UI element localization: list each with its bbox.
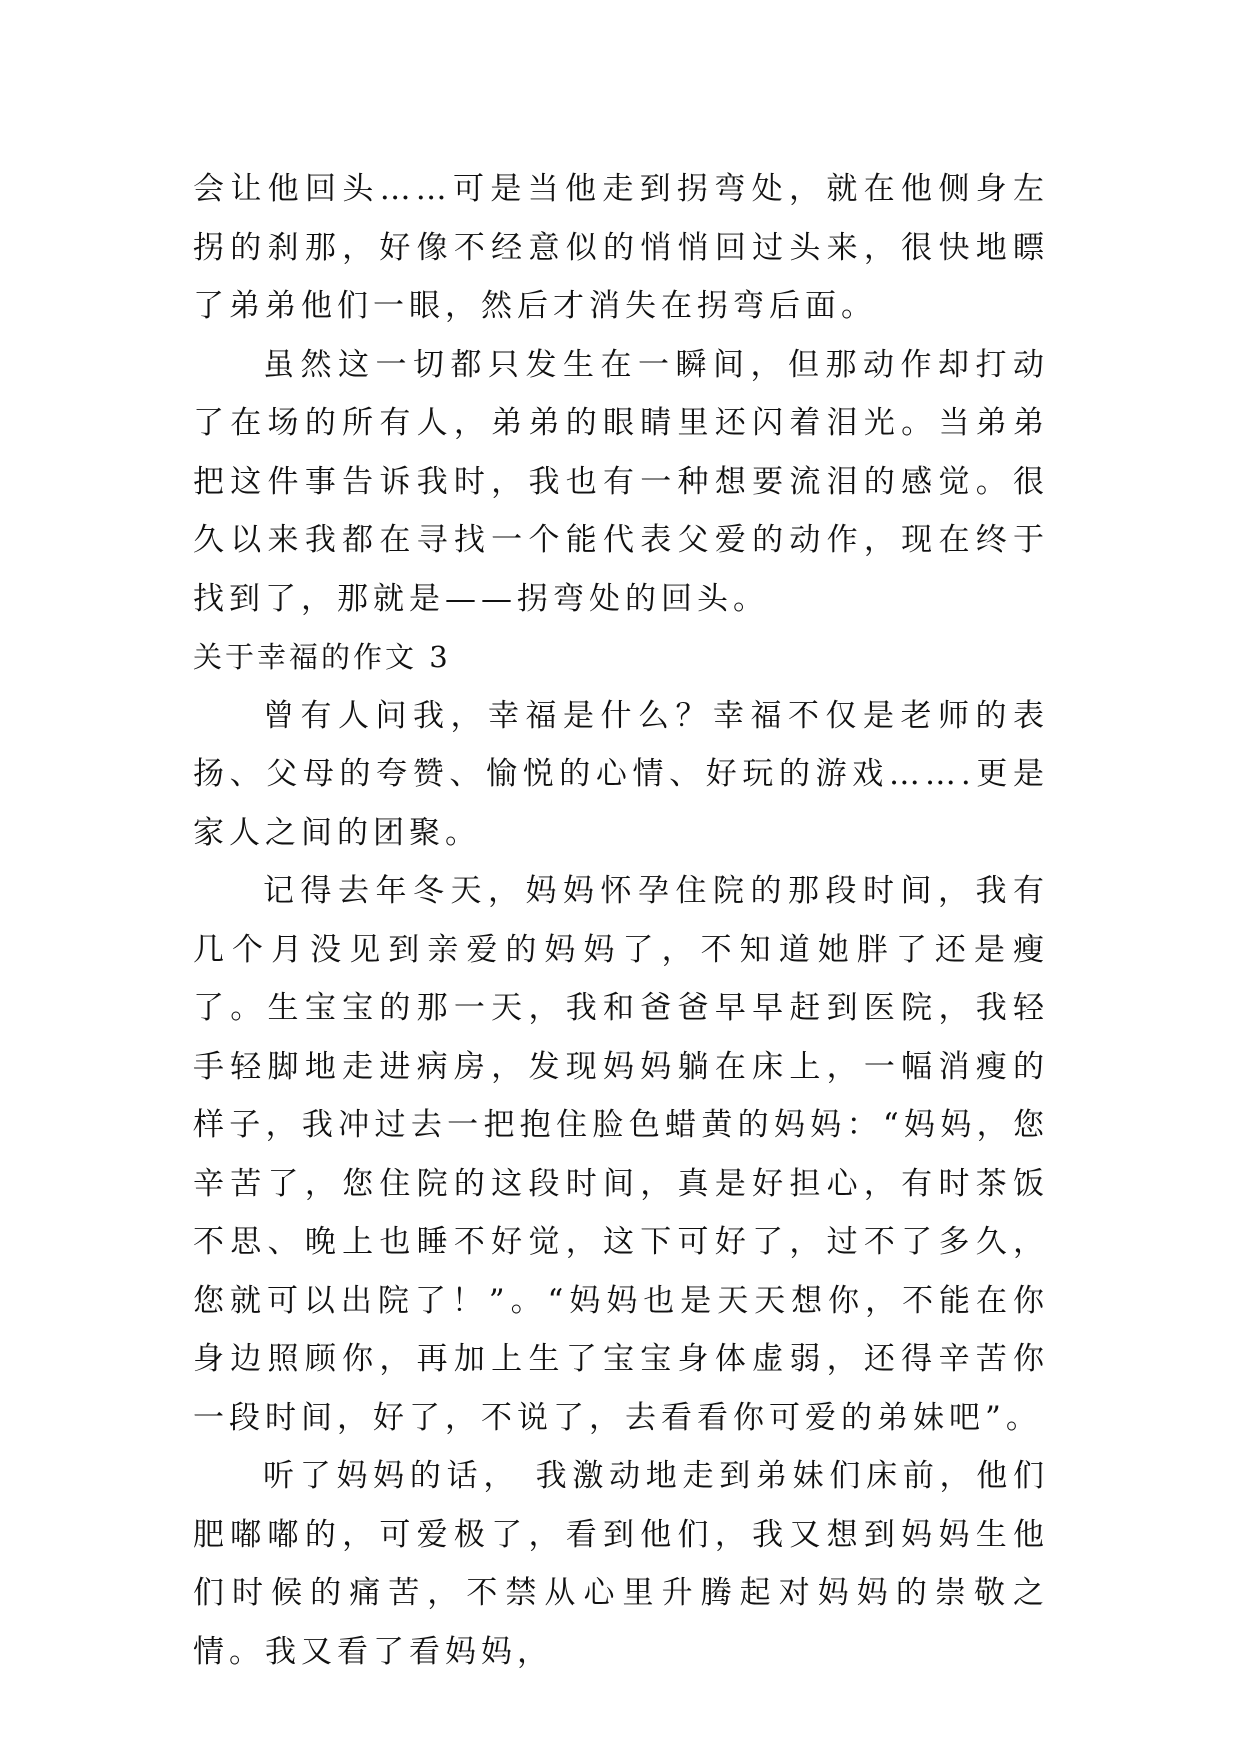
section-title: 关于幸福的作文 3	[193, 640, 451, 674]
paragraph-siblings: 听了妈妈的话， 我激动地走到弟妹们床前，他们肥嘟嘟的，可爱极了，看到他们，我又想到妈妈生他们时候的痛苦，不禁从心里升腾起对妈妈的崇敬之情。我又看了看妈妈，	[193, 1458, 1049, 1670]
paragraph-happiness-intro: 曾有人问我，幸福是什么？幸福不仅是老师的表扬、父母的夸赞、愉悦的心情、好玩的游戏…….更是家人之间的团聚。	[193, 697, 1049, 851]
document-body	[193, 160, 1049, 1681]
paragraph-father-love: 虽然这一切都只发生在一瞬间，但那动作却打动了在场的所有人，弟弟的眼睛里还闪着泪光。当弟弟把这件事告诉我时，我也有一种想要流泪的感觉。很久以来我都在寻找一个能代表父爱的动作，现在终于找到了，那就是——拐弯处的回头。	[193, 346, 1049, 617]
paragraph-continuation: 会让他回头……可是当他走到拐弯处，就在他侧身左拐的刹那，好像不经意似的悄悄回过头来，很快地瞟了弟弟他们一眼，然后才消失在拐弯后面。	[193, 171, 1049, 324]
paragraph-hospital-visit: 记得去年冬天，妈妈怀孕住院的那段时间，我有几个月没见到亲爱的妈妈了，不知道她胖了还是瘦了。生宝宝的那一天，我和爸爸早早赶到医院，我轻手轻脚地走进病房，发现妈妈躺在床上，一幅消瘦的样子，我冲过去一把抱住脸色蜡黄的妈妈：“妈妈，您辛苦了，您住院的这段时间，真是好担心，有时茶饭不思、晚上也睡不好觉，这下可好了，过不了多久，您就可以出院了！”。“妈妈也是天天想你，不能在你身边照顾你，再加上生了宝宝身体虚弱，还得辛苦你一段时间，好了，不说了，去看看你可爱的弟妹吧”。	[193, 873, 1049, 1436]
